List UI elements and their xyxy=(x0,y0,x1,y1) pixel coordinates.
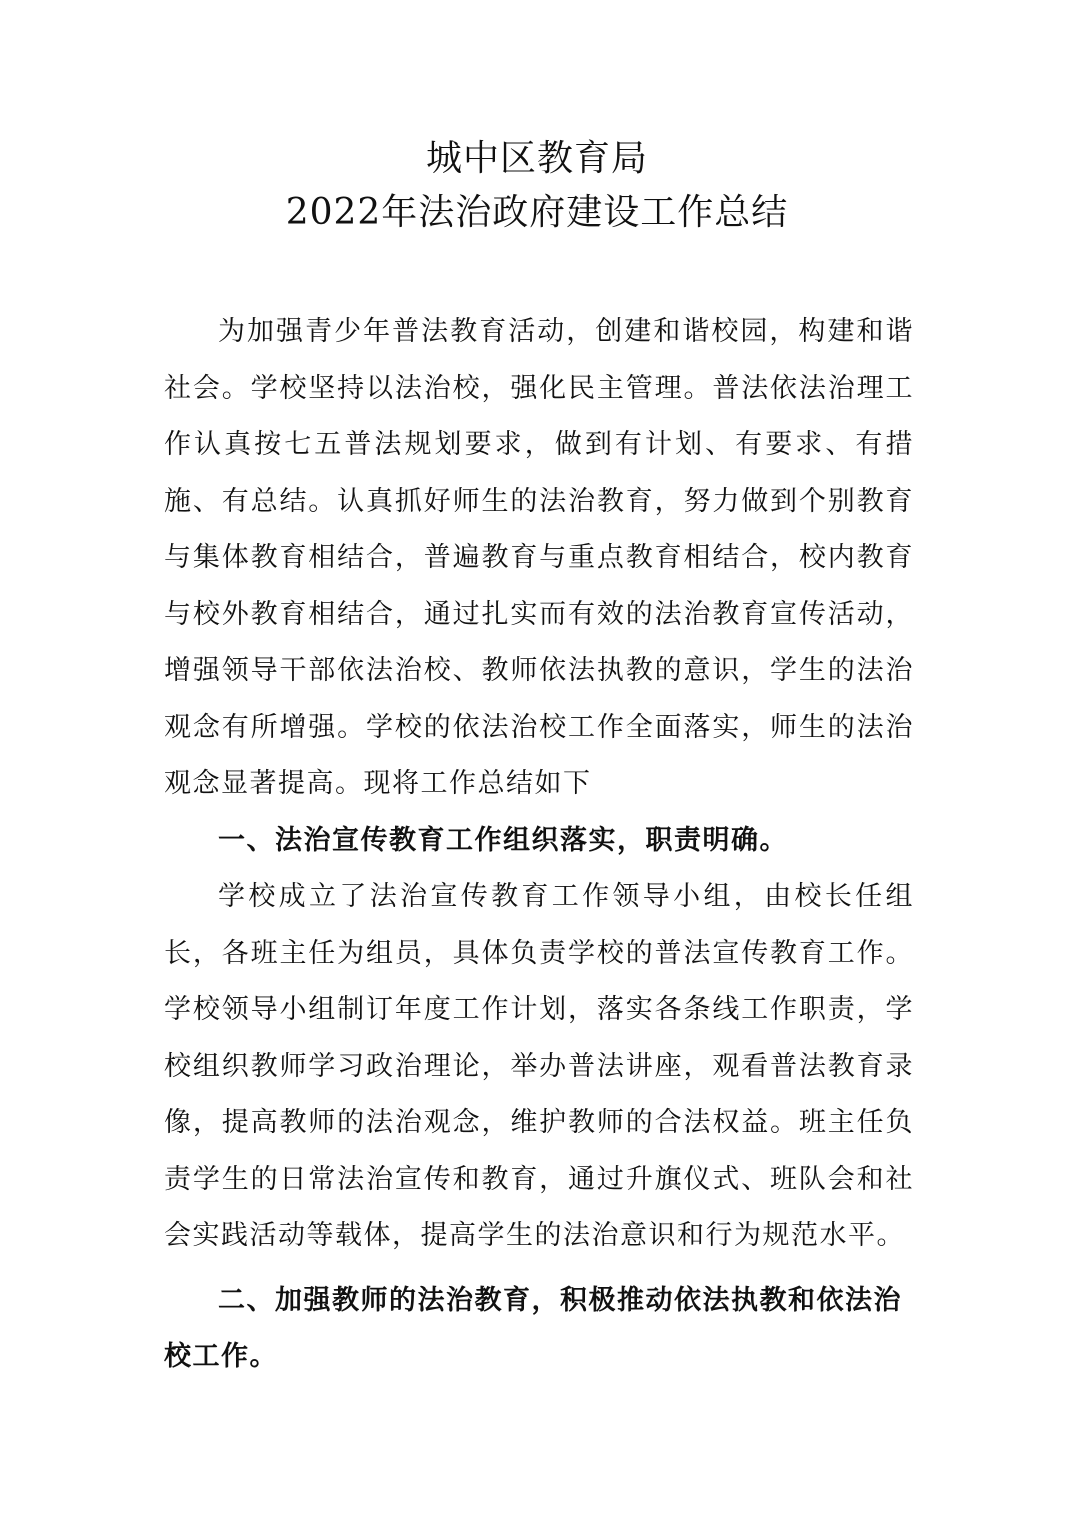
section-heading-2: 二、加强教师的法治教育，积极推动依法执教和依法治校工作。 xyxy=(164,1284,902,1372)
document-title xyxy=(0,132,1074,240)
intro-paragraph: 为加强青少年普法教育活动，创建和谐校园，构建和谐社会。学校坚持以法治校，强化民主管理。普法依法治理工作认真按七五普法规划要求，做到有计划、有要求、有措施、有总结。认真抓好师生的法治教育，努力做到个别教育与集体教育相结合，普遍教育与重点教育相结合，校内教育与校外教育相结合，通过扎实而有效的法治教育宣传活动，增强领导干部依法治校、教师依法执教的意识，学生的法治观念有所增强。学校的依法治校工作全面落实，师生的法治观念显著提高。现将工作总结如下 xyxy=(164,316,914,799)
title-line-organization: 城中区教育局 xyxy=(425,138,648,179)
document-body xyxy=(164,304,914,1386)
title-line-subject: 2022年法治政府建设工作总结 xyxy=(285,192,789,233)
section-paragraph-1: 学校成立了法治宣传教育工作领导小组，由校长任组长，各班主任为组员，具体负责学校的普法宣传教育工作。学校领导小组制订年度工作计划，落实各条线工作职责，学校组织教师学习政治理论，举办普法讲座，观看普法教育录像，提高教师的法治观念，维护教师的合法权益。班主任负责学生的日常法治宣传和教育，通过升旗仪式、班队会和社会实践活动等载体，提高学生的法治意识和行为规范水平。 xyxy=(164,881,914,1251)
section-heading-1: 一、法治宣传教育工作组织落实，职责明确。 xyxy=(218,824,788,856)
